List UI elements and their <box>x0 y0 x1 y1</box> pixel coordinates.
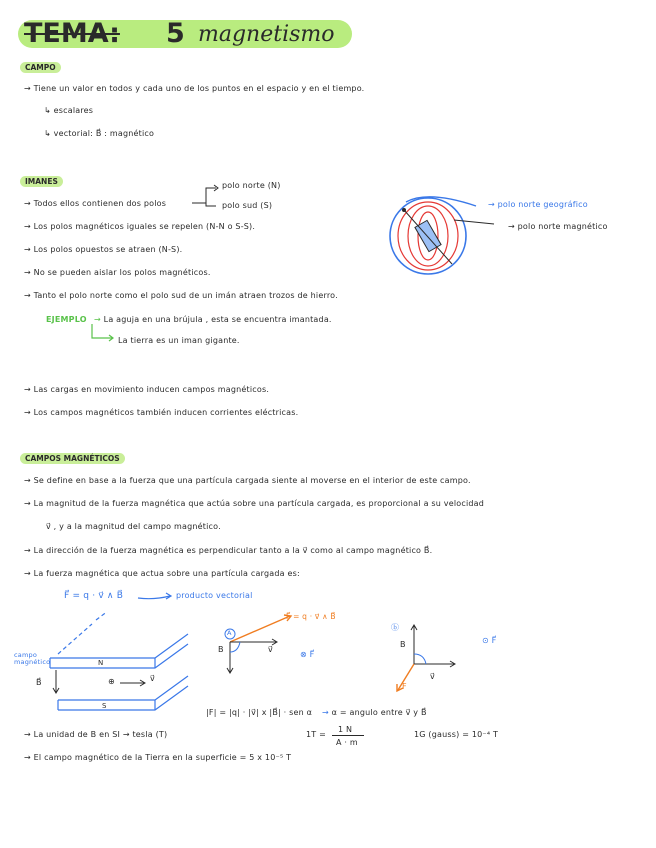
earth-axis <box>404 210 452 264</box>
tesla-fraction-bar <box>332 735 364 736</box>
title-tema: TEMA: <box>24 18 120 49</box>
pole-south: polo sud (S) <box>222 201 273 210</box>
plate-N-label: N <box>98 659 104 667</box>
tesla-def-den: A · m <box>336 738 358 747</box>
imanes-line-4: → No se pueden aislar los polos magnéticos. <box>24 268 211 277</box>
example-1: → La aguja en una brújula , esta se encuentra imantada. <box>94 315 332 324</box>
tesla-def-lhs: 1T = <box>306 730 327 739</box>
imanes-line-7: → Los campos magnéticos también inducen corrientes eléctricas. <box>24 408 299 417</box>
cm-line-2b: v⃗ , y a la magnitud del campo magnético. <box>46 522 221 531</box>
charge-symbol: ⊕ <box>108 677 115 686</box>
title-number: 5 <box>166 18 185 49</box>
imanes-line-2: → Los polos magnéticos iguales se repelen (N-N o S-S). <box>24 222 256 231</box>
campo-line-1: → Tiene un valor en todos y cada uno de los puntos en el espacio y en el tiempo. <box>24 84 365 93</box>
earth-magnet-diagram <box>388 188 498 288</box>
example-2: La tierra es un iman gigante. <box>118 336 240 345</box>
diagram-b-B-label: B <box>400 640 406 649</box>
cm-line-1: → Se define en base a la fuerza que una partícula cargada siente al moverse en el interior de este campo. <box>24 476 471 485</box>
cm-line-3: → La dirección de la fuerza magnética es perpendicular tanto a la v⃗ como al campo magnético B⃗. <box>24 546 433 555</box>
formula-label: producto vectorial <box>176 591 253 600</box>
imanes-line-5: → Tanto el polo norte como el polo sud de un imán atraen trozos de hierro. <box>24 291 338 300</box>
diagram-a-v-label: v⃗ <box>268 645 273 654</box>
diagram-A-label: A <box>227 629 232 637</box>
plates-diagram <box>40 612 200 722</box>
section-heading-campo: CAMPO <box>20 62 61 73</box>
imanes-line-6: → Las cargas en movimiento inducen campos magnéticos. <box>24 385 270 394</box>
earth-field: → El campo magnético de la Tierra en la superficie = 5 x 10⁻⁵ T <box>24 753 292 762</box>
campo-magnetico-label: campo magnético <box>14 651 51 666</box>
plates-B-label: B⃗ <box>36 678 42 687</box>
diagram-b-F-label: F <box>402 682 407 691</box>
imanes-line-1: → Todos ellos contienen dos polos <box>24 199 167 208</box>
section-heading-imanes: IMANES <box>20 176 63 187</box>
pole-north: polo norte (N) <box>222 181 281 190</box>
force-formula: F⃗ = q · v⃗ ∧ B⃗ <box>64 591 124 601</box>
globe-label-geographic: → polo norte geográfico <box>488 200 588 209</box>
diagram-force-out: ⊙ F⃗ <box>482 636 497 645</box>
campo-sub-1: ↳ escalares <box>44 106 94 115</box>
plate-S-label: S <box>102 702 107 710</box>
alpha-definition: → α = angulo entre v⃗ y B⃗ <box>322 708 427 717</box>
plates-v-label: v⃗ <box>150 674 155 683</box>
cm-line-2a: → La magnitud de la fuerza magnética que actúa sobre una partícula cargada, es proporcional a su velocidad <box>24 499 485 508</box>
section-heading-campos-magneticos: CAMPOS MAGNÉTICOS <box>20 453 125 464</box>
diagram-force-into: ⊗ F⃗ <box>300 650 315 659</box>
gauss-def: 1G (gauss) = 10⁻⁴ T <box>414 730 499 739</box>
tesla-def-num: 1 N <box>338 725 353 734</box>
diagram-b-B-icon: ⓑ <box>391 623 400 632</box>
force-magnitude: |F| = |q| · |v⃗| x |B⃗| · sen α <box>206 708 313 717</box>
vector-diagram-a <box>214 612 314 702</box>
example-label: EJEMPLO <box>46 315 87 324</box>
diagram-a-B-label: B <box>218 645 224 654</box>
imanes-line-3: → Los polos opuestos se atraen (N-S). <box>24 245 183 254</box>
diagram-b-v-label: v⃗ <box>430 672 435 681</box>
cm-line-4: → La fuerza magnética que actua sobre una partícula cargada es: <box>24 569 300 578</box>
example-2-arrow <box>88 322 118 344</box>
globe-label-magnetic: → polo norte magnético <box>508 222 608 231</box>
unit-line: → La unidad de B en SI → tesla (T) <box>24 730 168 739</box>
title-subject: magnetismo <box>198 22 335 47</box>
diagram-force-formula: F⃗ = q · v⃗ ∧ B⃗ <box>286 612 336 621</box>
campo-sub-2: ↳ vectorial: B⃗ : magnético <box>44 129 155 138</box>
formula-arrow <box>136 590 176 602</box>
